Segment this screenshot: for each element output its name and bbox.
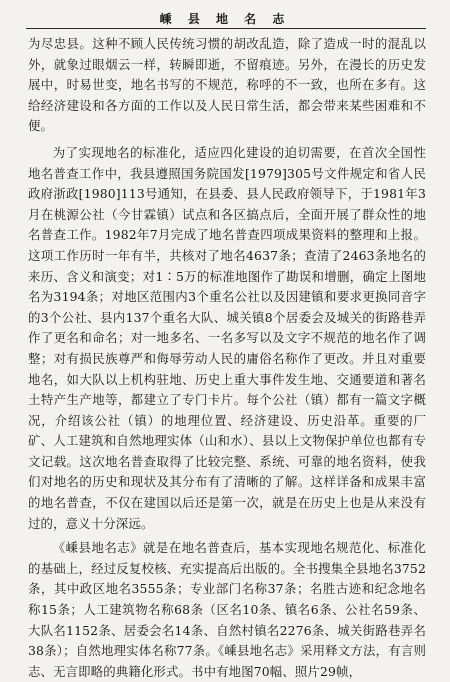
paragraph-3: 《嵊县地名志》就是在地名普查后，基本实现地名规范化、标准化的基础上，经过反复校核、充实提高后出版的。全书搜集全县地名3752条，其中政区地名3555条；专业部门名称37条；名胜古迹和纪念地名称15条；人工建筑物名称68条（区名10条、镇名6条、公社名59条、大队名1152条、居委会名14条、自然村镇名2276条、城关街路巷弄名38条）；自然地理实体名称77条。《嵊县地名志》采用释文方法，有言则志、无言即略的典籍化形式。书中有地图70幅、照片29帧， xyxy=(28,540,426,679)
body-text xyxy=(28,34,426,682)
running-header-title: 嵊 县 地 名 志 xyxy=(159,12,291,26)
header-rule xyxy=(26,28,426,29)
paragraph-2: 为了实现地名的标准化，适应四化建设的迫切需要，在首次全国性地名普查工作中，我县遵照国务院国发[1979]305号文件规定和省人民政府浙政[1980]113号通知，在县委、县人民政府领导下，于1981年3月在桃源公社（今甘霖镇）试点和各区搞点后，全面开展了群众性的地名普查工作。1982年7月完成了地名普查四项成果资料的整理和上报。这项工作历时一年有半，共核对了地名4637条；查清了2463条地名的来历、含义和演变；对1∶5万的标准地图作了勘误和增删，确定上图地名为3194条；对地区范围内3个重名公社以及因建镇和要求更换同音字的3个公社、县内137个重名大队、城关镇8个居委会及城关的街路巷弄作了更名和命名；对一地多名、一名多写以及文字不规范的地名作了调整；对有损民族尊严和侮辱劳动人民的庸俗名称作了更改。并且对重要地名，如大队以上机构驻地、历史上重大事件发生地、交通要道和著名土特产生产地等，都建立了专门卡片。每个公社（镇）都有一篇文字概况，介绍该公社（镇）的地理位置、经济建设、历史沿革。重要的厂矿、人工建筑和自然地理实体（山和水）、县以上文物保护单位也都有专文记载。这次地名普查取得了比较完整、系统、可靠的地名资料，使我们对地名的历史和现状及其分布有了清晰的了解。这样详备和成果丰富的地名普查，不仅在建国以后还是第一次，就是在历史上也是从来没有过的，意义十分深远。 xyxy=(28,144,426,531)
paragraph-1: 为尽忠县。这种不顾人民传统习惯的胡改乱造，除了造成一时的混乱以外，就象过眼烟云一样，转瞬即逝，不留痕迹。另外，在漫长的历史发展中，时易世变，地名书写的不规范，称呼的不一致，也所在多有。这给经济建设和各方面的工作以及人民日常生活，都会带来某些困难和不便。 xyxy=(28,36,426,134)
